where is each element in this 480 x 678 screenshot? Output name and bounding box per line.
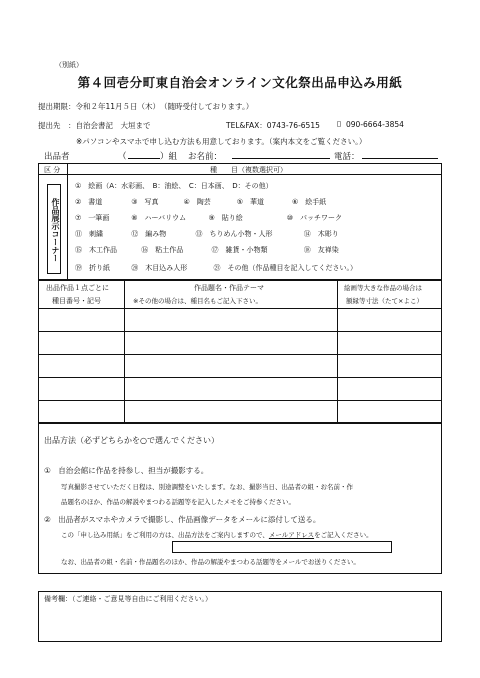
category-row	[75, 229, 339, 239]
entry-header-size: 絵画等大きな作品の場合は	[344, 284, 422, 292]
method-heading: 出品方法（必ずどちらかを○で選んでください）	[44, 436, 219, 445]
category-row	[75, 181, 273, 191]
category-item[interactable]: ⑪ 刺繍	[75, 230, 103, 238]
category-item[interactable]: ㉑ その他（作品種目を記入してください。）	[213, 264, 357, 272]
entry-header-category-sub: 種目番号・記号	[52, 297, 101, 305]
category-item[interactable]: ⑭ 木彫り	[303, 230, 339, 238]
submit-to: 提出先 ：自治会書記 大垣まで	[38, 121, 151, 130]
category-item[interactable]: ② 書道	[75, 198, 103, 206]
entry-header-title-note: ※その他の場合は、種目名もご記入下さい。	[133, 297, 262, 305]
group-close: ）組	[160, 152, 178, 162]
phone-label: 電話：	[334, 152, 360, 162]
table-divider	[38, 400, 442, 401]
category-item[interactable]: ⑳ 木目込み人形	[131, 264, 188, 272]
col-kubun: 区 分	[44, 166, 61, 174]
phone-field[interactable]	[362, 148, 438, 159]
method-option-1-text: 写真撮影させていただく日程は、別途調整をいたします。なお、撮影当日、出品者の組・お名前・作	[61, 483, 353, 491]
category-item[interactable]: ⑥ 絵手紙	[291, 198, 327, 206]
table-divider	[38, 377, 442, 378]
form-title: 第４回壱分町東自治会オンライン文化祭出品申込み用紙	[77, 75, 403, 90]
category-item[interactable]: ④ 陶芸	[183, 198, 211, 206]
table-divider	[337, 280, 338, 423]
group-open: （	[118, 152, 127, 162]
category-item[interactable]: ⑩ パッチワーク	[286, 214, 342, 222]
pc-note: ※パソコンやスマホで申し込む方法も用意しております。（案内本文をご覧ください。）	[76, 137, 367, 146]
table-divider	[38, 308, 442, 309]
category-row	[75, 213, 342, 223]
table-divider	[124, 280, 125, 423]
category-row	[75, 263, 357, 273]
category-row	[75, 245, 339, 255]
category-item[interactable]: ③ 写真	[131, 198, 159, 206]
category-item[interactable]: ⑨ 貼り絵	[208, 214, 243, 222]
exhibitor-label: 出品者	[44, 152, 70, 162]
category-item[interactable]: ⑲ 折り紙	[75, 264, 110, 272]
name-field[interactable]	[232, 148, 330, 159]
category-row	[75, 197, 326, 207]
col-shumoku: 種 目（複数選択可）	[210, 166, 287, 174]
entry-header-size-sub: 額縁等寸法（たて×よこ）	[346, 297, 423, 305]
category-item[interactable]: ⑬ ちりめん小物・人形	[195, 230, 273, 238]
method-option-2-text: この「申し込み用紙」をご利用の方は、出品方法をご案内しますので、メールアドレスをご記入ください。	[61, 531, 373, 539]
category-item[interactable]: ① 絵画（A：水彩画、 B：油絵、 C：日本画、 D：その他）	[75, 182, 273, 190]
category-item[interactable]: ⑱ 友禅染	[303, 246, 339, 254]
method-option-2-text: なお、出品者の組・名前・作品題名のほか、作品の解説やまつわる話題等をメールでお送りください。	[61, 558, 360, 566]
table-divider	[67, 163, 68, 280]
tel-fax: TEL&FAX：0743-76-6515	[226, 121, 320, 130]
group-field[interactable]	[128, 148, 160, 159]
category-item[interactable]: ⑯ 粘土作品	[141, 246, 184, 254]
remarks-label: 備考欄：（ご連絡・ご意見等自由にご利用ください。）	[44, 595, 212, 603]
category-item[interactable]: ⑦ 一筆画	[75, 214, 110, 222]
category-item[interactable]: ⑧ ハーバリウム	[131, 214, 187, 222]
entry-header-category: 出品作品１点ごとに	[46, 284, 109, 292]
email-address-label: メールアドレス	[268, 531, 315, 539]
deadline: 提出期限：令和２年11月５日（木） （随時受付しております。）	[38, 102, 254, 111]
mobile-icon: ▯	[337, 119, 342, 128]
mobile-number: 090-6664-3854	[346, 120, 404, 129]
name-label: お名前：	[188, 152, 223, 162]
table-divider	[38, 331, 442, 332]
method-option-1-text: 品題名のほか、作品の解説やまつわる話題等を記入したメモをご持参ください。	[61, 498, 295, 506]
category-item[interactable]: ⑫ 編み物	[131, 230, 167, 238]
table-divider	[38, 354, 442, 355]
section-exhibit-corner: 作品展示コーナー	[47, 184, 61, 274]
method-option-2[interactable]: ② 出品者がスマホやカメラで撮影し、作品画像データをメールに添付して送る。	[44, 515, 321, 524]
category-item[interactable]: ⑰ 雑貨・小物類	[211, 246, 268, 254]
method-option-1[interactable]: ① 自治会館に作品を持参し、担当が撮影する。	[44, 466, 209, 475]
category-item[interactable]: ⑤ 華道	[236, 198, 264, 206]
entry-header-title: 作品題名・作品テーマ	[194, 284, 264, 292]
email-input[interactable]	[172, 541, 392, 553]
attachment-label: （別紙）	[55, 61, 83, 69]
category-item[interactable]: ⑮ 木工作品	[75, 246, 117, 254]
